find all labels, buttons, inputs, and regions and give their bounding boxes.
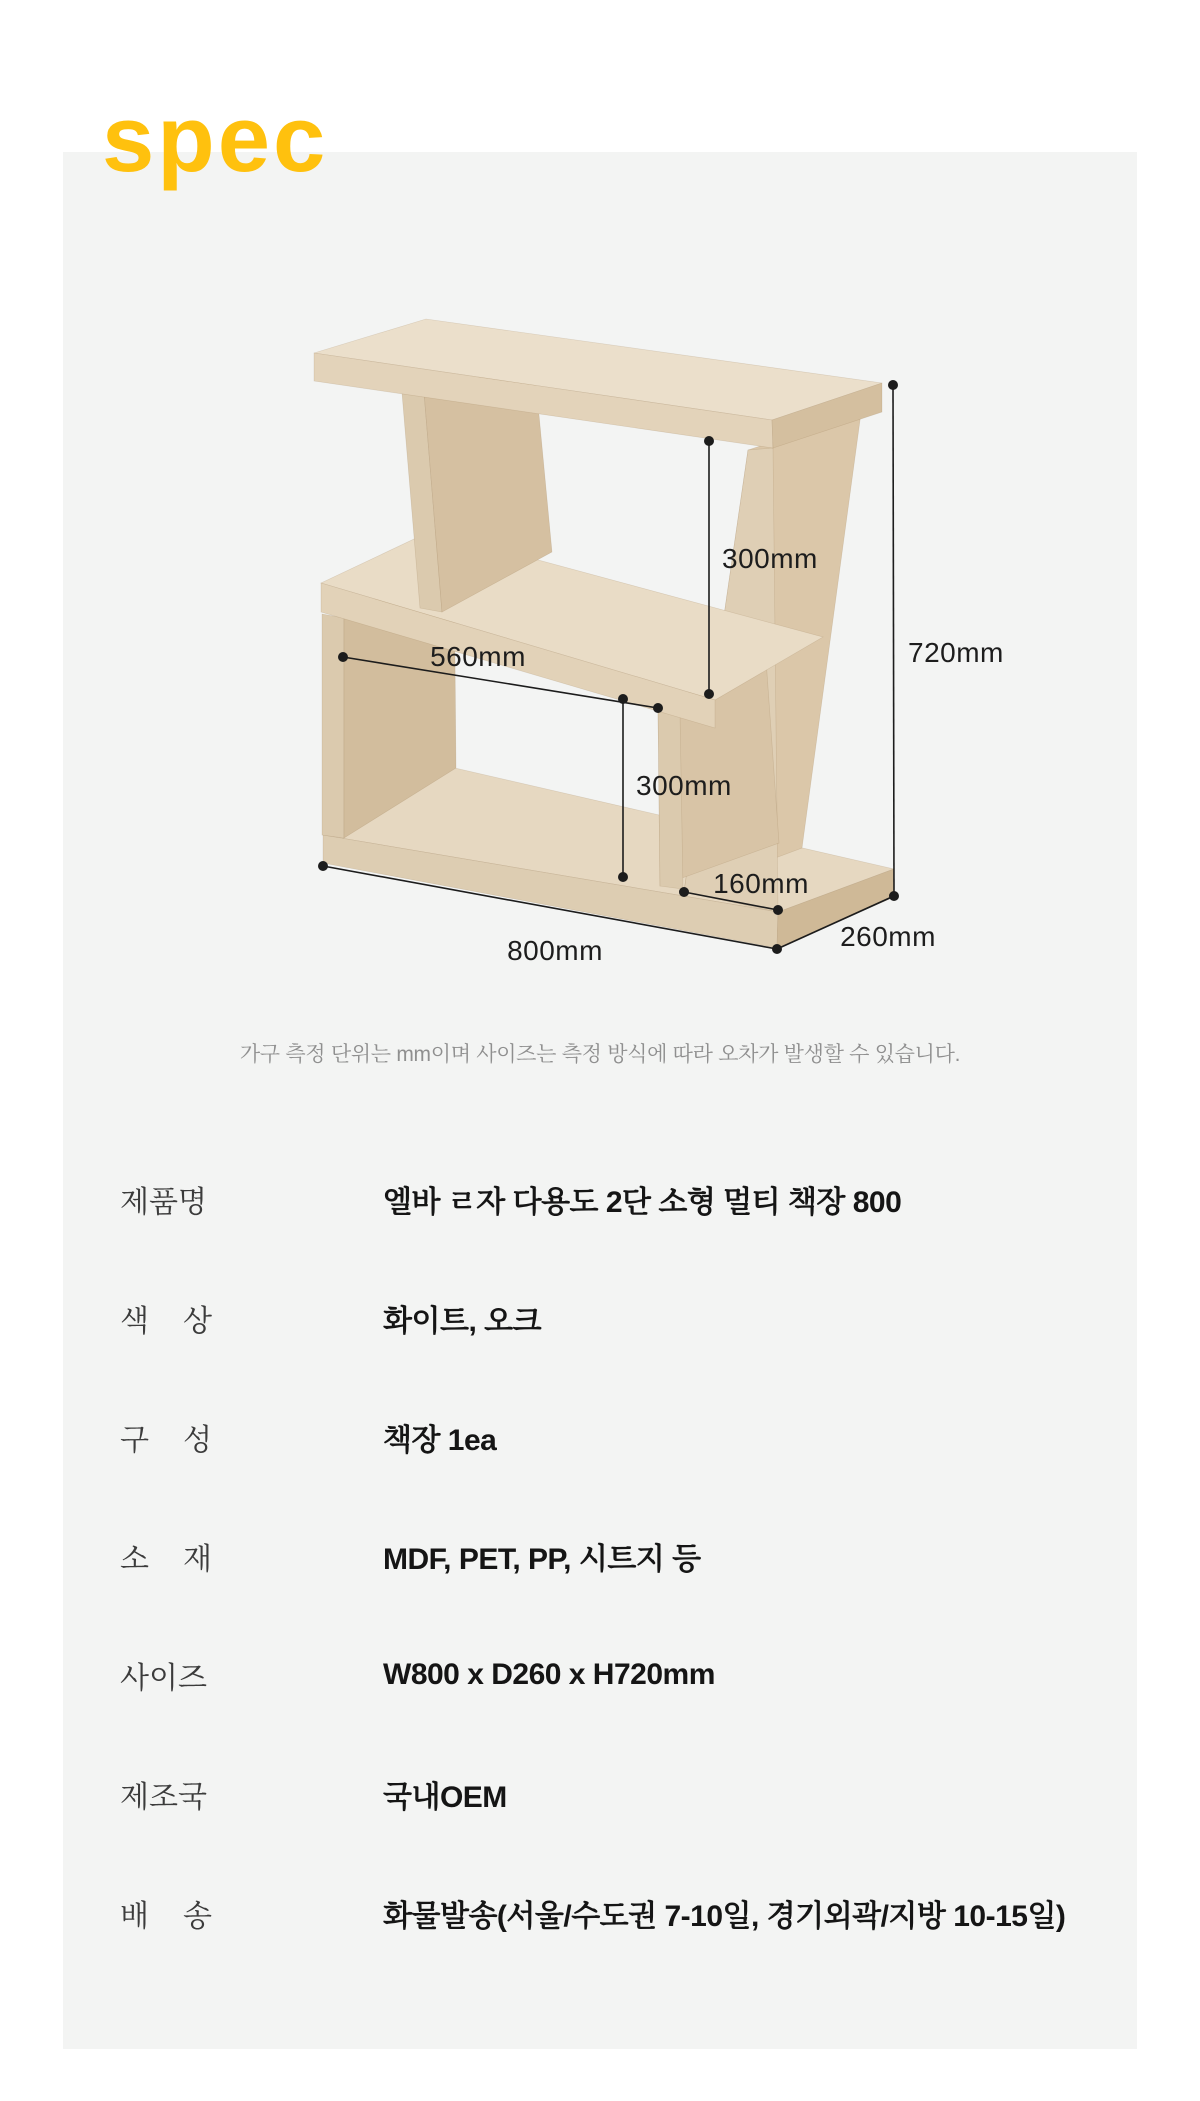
spec-row-size: [120, 1615, 1080, 1734]
dim-label-right-column-width: 160mm: [713, 868, 809, 899]
spec-row-value: 화이트, 오크: [383, 1304, 542, 1338]
spec-row-composition: [120, 1377, 1080, 1496]
spec-row-value: 국내OEM: [383, 1780, 507, 1814]
spec-table: [120, 1139, 1080, 1972]
spec-row-label: 배 송: [120, 1899, 212, 1933]
spec-row-value: W800 x D260 x H720mm: [383, 1657, 715, 1691]
top-panel: [314, 319, 882, 448]
dim-label-upper-opening-height: 300mm: [722, 543, 818, 574]
spec-row-label: 제품명: [120, 1185, 207, 1219]
spec-row-value: 화물발송(서울/수도권 7-10일, 경기외곽/지방 10-15일): [383, 1899, 1066, 1933]
spec-row-color: [120, 1258, 1080, 1377]
spec-row-label: 소 재: [120, 1542, 212, 1576]
spec-row-shipping: [120, 1853, 1080, 1972]
spec-row-value: 책장 1ea: [383, 1423, 497, 1457]
spec-row-product-name: [120, 1139, 1080, 1258]
spec-row-value: 엘바 ㄹ자 다용도 2단 소형 멀티 책장 800: [383, 1185, 902, 1219]
dim-label-total-width: 800mm: [507, 935, 603, 966]
spec-row-label: 색 상: [120, 1304, 212, 1338]
spec-row-label: 제조국: [120, 1780, 207, 1814]
dim-label-total-height: 720mm: [908, 637, 1004, 668]
dim-label-lower-opening-height: 300mm: [636, 770, 732, 801]
spec-row-label: 사이즈: [120, 1661, 207, 1695]
dim-label-lower-opening-width: 560mm: [430, 641, 526, 672]
spec-row-origin: [120, 1734, 1080, 1853]
spec-row-value: MDF, PET, PP, 시트지 등: [383, 1542, 701, 1576]
page-title: spec: [102, 86, 329, 191]
dim-label-total-depth: 260mm: [840, 921, 936, 952]
spec-row-material: [120, 1496, 1080, 1615]
spec-row-label: 구 성: [120, 1423, 212, 1457]
dimension-total-height: [888, 380, 1004, 901]
measurement-note: 가구 측정 단위는 mm이며 사이즈는 측정 방식에 따라 오차가 발생할 수 있습니다.: [239, 1043, 961, 1066]
